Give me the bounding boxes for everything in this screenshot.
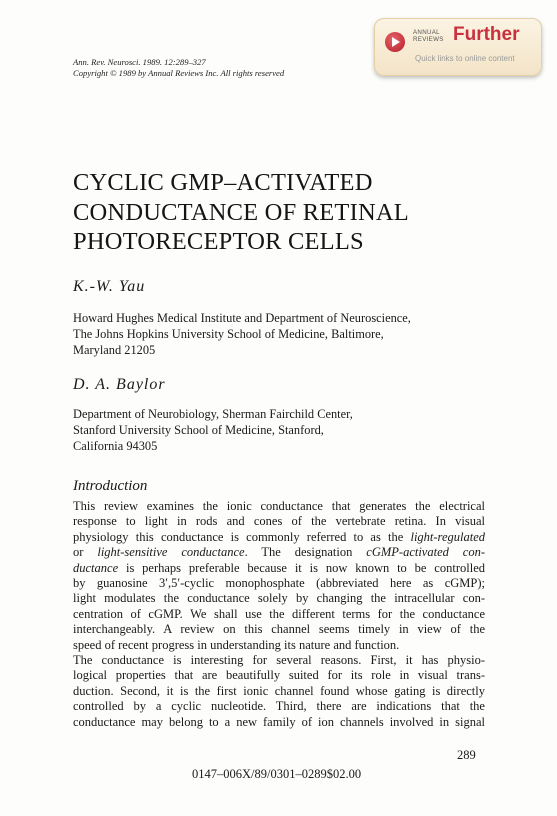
affiliation-line: Howard Hughes Medical Institute and Department of Neuroscience, [73, 311, 411, 325]
body-line: conductance may belong to a new family of ion channels involved in signal [73, 714, 485, 729]
affiliation-line: Maryland 21205 [73, 343, 156, 357]
journal-citation: Ann. Rev. Neurosci. 1989. 12:289–327 [73, 57, 206, 67]
affiliation-line: California 94305 [73, 439, 158, 453]
body-line: by guanosine 3′,5′-cyclic monophosphate (abbreviated here as cGMP); [73, 576, 485, 591]
journal-citation-block [73, 57, 284, 79]
body-line: The conductance is interesting for several reasons. First, it has physio- [73, 653, 485, 668]
body-line: controlled by a cyclic nucleotide. Third, there are indications that the [73, 699, 485, 714]
author-affiliation [73, 310, 411, 358]
body-line: duction. Second, it is the first ionic channel found whose gating is directly [73, 683, 485, 698]
further-word: Further [453, 24, 520, 45]
title-line: CYCLIC GMP–ACTIVATED [73, 169, 373, 196]
page-number: 289 [457, 748, 476, 762]
body-line: logical properties that are beautifully suited for its role in visual trans- [73, 668, 485, 683]
affiliation-line: Stanford University School of Medicine, Stanford, [73, 423, 324, 437]
further-brand-line1: ANNUAL [413, 29, 440, 36]
further-brand [413, 29, 444, 43]
body-line: speed of recent progress in understanding its nature and function. [73, 637, 400, 652]
author-name: D. A. Baylor [73, 376, 166, 393]
body-line: or light-sensitive conductance. The designation cGMP-activated con- [73, 545, 486, 560]
annual-reviews-logo-icon [385, 32, 405, 52]
article-title [73, 168, 409, 257]
body-line: response to light in rods and cones of the vertebrate retina. In visual [73, 514, 485, 529]
title-line: PHOTORECEPTOR CELLS [73, 228, 364, 255]
footer-code: 0147–006X/89/0301–0289$02.00 [192, 767, 362, 781]
section-heading: Introduction [73, 478, 148, 494]
author-affiliation [73, 406, 353, 454]
body-line: ductance is perhaps preferable because it is now known to be controlled [73, 560, 485, 575]
affiliation-line: The Johns Hopkins University School of Medicine, Baltimore, [73, 327, 384, 341]
further-subtitle: Quick links to online content [415, 54, 515, 63]
title-line: CONDUCTANCE OF RETINAL [73, 198, 409, 226]
body-text [73, 499, 485, 730]
body-line: interchangeably. A review on this channel seems timely in view of the [73, 622, 485, 637]
body-line: physiology this conductance is commonly referred to as the light-regulated [73, 529, 485, 544]
further-brand-line2: REVIEWS [413, 36, 444, 43]
further-banner[interactable] [374, 18, 542, 76]
body-line: centration of cGMP. We shall use the different terms for the conductance [73, 606, 485, 621]
body-line: This review examines the ionic conductance that generates the electrical [73, 499, 485, 513]
affiliation-line: Department of Neurobiology, Sherman Fairchild Center, [73, 407, 353, 421]
body-line: light modulates the conductance solely by changing the intracellular con- [73, 591, 485, 606]
journal-copyright: Copyright © 1989 by Annual Reviews Inc. All rights reserved [73, 68, 285, 78]
author-name: K.-W. Yau [73, 278, 146, 295]
